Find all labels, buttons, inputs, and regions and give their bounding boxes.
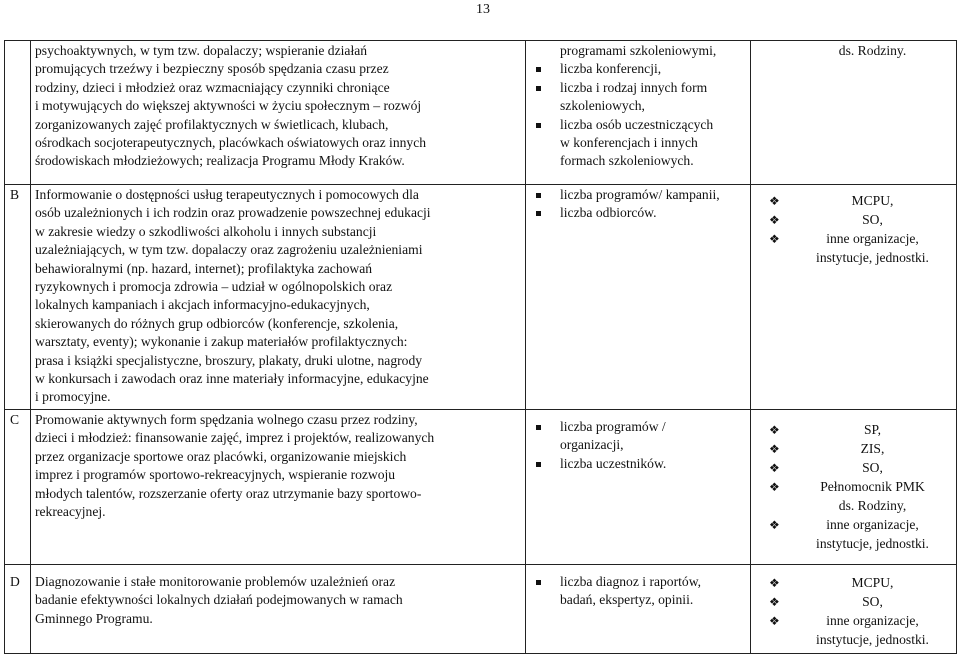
entity-item bbox=[755, 592, 952, 611]
entity-item bbox=[755, 248, 952, 267]
indicator-item bbox=[530, 204, 746, 222]
indicator-item bbox=[530, 186, 746, 204]
entities-cell bbox=[751, 185, 957, 410]
indicator-list bbox=[530, 573, 746, 610]
indicator-text: liczba konferencji, bbox=[560, 61, 662, 77]
entity-text: inne organizacje, bbox=[826, 516, 919, 532]
description-line: ryzykownych i promocja zdrowia – udział w ogólnopolskich oraz bbox=[35, 279, 393, 295]
indicator-text: liczba programów / bbox=[560, 418, 666, 434]
entity-list bbox=[755, 420, 952, 553]
description-line: zorganizowanych zajęć profilaktycznych w świetlicach, klubach, bbox=[35, 116, 389, 132]
entity-text: instytucje, jednostki. bbox=[816, 631, 929, 647]
table-body bbox=[5, 41, 957, 654]
indicator-text: liczba osób uczestniczących bbox=[560, 116, 714, 132]
indicator-item bbox=[530, 152, 746, 170]
entity-item bbox=[755, 611, 952, 630]
indicator-text: liczba i rodzaj innych form bbox=[560, 79, 708, 95]
table-row bbox=[5, 409, 957, 564]
description-line: promujących trzeźwy i bezpieczny sposób spędzania czasu przez bbox=[35, 61, 389, 77]
entity-item bbox=[755, 210, 952, 229]
indicator-text: szkoleniowych, bbox=[560, 98, 645, 114]
entity-item bbox=[755, 477, 952, 496]
indicator-list bbox=[530, 42, 746, 171]
row-letter: B bbox=[5, 185, 31, 410]
square-bullet-icon bbox=[536, 211, 541, 216]
description-line: w konkursach i zawodach oraz inne materiały informacyjne, edukacyjne bbox=[35, 371, 429, 387]
indicator-item bbox=[530, 573, 746, 591]
entity-text: ds. Rodziny, bbox=[838, 497, 907, 513]
description-line: skierowanych do różnych grup odbiorców (konferencje, szkolenia, bbox=[35, 315, 399, 331]
indicators-cell bbox=[526, 409, 751, 564]
description-line: prasa i książki specjalistyczne, broszury, plakaty, druki ulotne, nagrody bbox=[35, 352, 423, 368]
program-table bbox=[4, 40, 957, 654]
indicator-text: liczba uczestników. bbox=[560, 455, 667, 471]
description-line: młodych talentów, rozszerzanie oferty oraz utrzymanie bazy sportowo- bbox=[35, 485, 422, 501]
indicator-item bbox=[530, 418, 746, 436]
description-line: behawioralnymi (np. hazard, internet); profilaktyka zachowań bbox=[35, 260, 373, 276]
indicator-item bbox=[530, 42, 746, 60]
entity-item bbox=[755, 229, 952, 248]
indicator-text: liczba programów/ kampanii, bbox=[560, 187, 720, 202]
entity-text: Pełnomocnik PMK bbox=[820, 478, 925, 494]
square-bullet-icon bbox=[536, 86, 541, 91]
diamond-bullet-icon: ❖ bbox=[769, 213, 780, 227]
square-bullet-icon bbox=[536, 193, 541, 198]
description-line: ośrodkach socjoterapeutycznych, placówkach oświatowych oraz innych bbox=[35, 135, 427, 151]
diamond-bullet-icon: ❖ bbox=[769, 517, 780, 532]
indicator-list bbox=[530, 418, 746, 473]
description-line: Informowanie o dostępności usług terapeutycznych i pomocowych dla bbox=[35, 187, 419, 202]
indicator-list bbox=[530, 186, 746, 223]
entity-item bbox=[755, 420, 952, 439]
indicator-text: badań, ekspertyz, opinii. bbox=[560, 592, 694, 608]
indicator-item bbox=[530, 591, 746, 609]
diamond-bullet-icon: ❖ bbox=[769, 422, 780, 437]
description-line: osób uzależnionych i ich rodzin oraz prowadzenie powszechnej edukacji bbox=[35, 205, 431, 221]
entity-text: instytucje, jednostki. bbox=[816, 535, 929, 551]
diamond-bullet-icon: ❖ bbox=[769, 232, 780, 246]
description-line: uzależniających, w tym tzw. dopalaczy oraz zagrożeniu uzależnieniami bbox=[35, 242, 423, 258]
description-line: Gminnego Programu. bbox=[35, 610, 153, 626]
entity-text: instytucje, jednostki. bbox=[816, 250, 929, 265]
diamond-bullet-icon: ❖ bbox=[769, 479, 780, 494]
entity-text: SO, bbox=[862, 593, 883, 609]
diamond-bullet-icon: ❖ bbox=[769, 460, 780, 475]
indicator-item bbox=[530, 455, 746, 473]
entity-list bbox=[755, 42, 952, 60]
diamond-bullet-icon: ❖ bbox=[769, 594, 780, 609]
indicator-text: formach szkoleniowych. bbox=[560, 153, 694, 169]
indicator-text: programami szkoleniowymi, bbox=[560, 43, 717, 58]
entity-text: MCPU, bbox=[851, 574, 894, 590]
row-letter: C bbox=[5, 409, 31, 564]
entity-list bbox=[755, 573, 952, 649]
description-line: w zakresie wiedzy o szkodliwości alkoholu i innych substancji bbox=[35, 223, 377, 239]
entity-text: SO, bbox=[862, 459, 883, 475]
description-line: i promocyjne. bbox=[35, 389, 111, 405]
description-line: Diagnozowanie i stałe monitorowanie problemów uzależnień oraz bbox=[35, 573, 396, 589]
indicator-item bbox=[530, 134, 746, 152]
entity-text: SO, bbox=[862, 212, 883, 227]
entities-cell bbox=[751, 41, 957, 185]
diamond-bullet-icon: ❖ bbox=[769, 194, 780, 208]
row-letter: D bbox=[5, 564, 31, 653]
entity-item bbox=[755, 534, 952, 553]
square-bullet-icon bbox=[536, 580, 541, 585]
square-bullet-icon bbox=[536, 67, 541, 72]
entity-item bbox=[755, 515, 952, 534]
entity-text: inne organizacje, bbox=[826, 612, 919, 628]
description-line: rekreacyjnej. bbox=[35, 503, 106, 519]
indicator-text: liczba diagnoz i raportów, bbox=[560, 573, 702, 589]
description-line: lokalnych kampaniach i akcjach informacyjno-edukacyjnych, bbox=[35, 297, 370, 313]
description-line: badanie efektywności lokalnych działań podejmowanych w ramach bbox=[35, 592, 403, 608]
entity-item bbox=[755, 439, 952, 458]
description-line: psychoaktywnych, w tym tzw. dopalaczy; wspieranie działań bbox=[35, 43, 368, 58]
description-line: imprez i programów sportowo-rekreacyjnych, wspieranie rozwoju bbox=[35, 467, 396, 483]
square-bullet-icon bbox=[536, 123, 541, 128]
indicators-cell bbox=[526, 564, 751, 653]
indicator-text: organizacji, bbox=[560, 437, 624, 453]
task-description bbox=[31, 409, 526, 564]
square-bullet-icon bbox=[536, 425, 541, 430]
entities-cell bbox=[751, 409, 957, 564]
square-bullet-icon bbox=[536, 462, 541, 467]
description-line: przez organizacje sportowe oraz placówki, organizowanie miejskich bbox=[35, 448, 407, 464]
entity-item bbox=[755, 630, 952, 649]
indicator-item bbox=[530, 60, 746, 78]
entity-item bbox=[755, 458, 952, 477]
page-number: 13 bbox=[476, 2, 490, 17]
entity-item bbox=[755, 191, 952, 210]
description-line: warsztaty, eventy); wykonanie i zakup materiałów profilaktycznych: bbox=[35, 334, 408, 350]
entities-cell bbox=[751, 564, 957, 653]
table-row bbox=[5, 185, 957, 410]
indicator-text: w konferencjach i innych bbox=[560, 135, 698, 151]
description-line: dzieci i młodzież: finansowanie zajęć, imprez i projektów, realizowanych bbox=[35, 430, 435, 446]
indicator-item bbox=[530, 436, 746, 454]
entity-text: ZIS, bbox=[860, 440, 885, 456]
entity-text: inne organizacje, bbox=[826, 231, 919, 246]
indicator-item bbox=[530, 116, 746, 134]
indicator-text: liczba odbiorców. bbox=[560, 205, 657, 221]
entity-text: MCPU, bbox=[851, 193, 894, 208]
indicator-item bbox=[530, 79, 746, 97]
description-line: środowiskach młodzieżowych; realizacja Programu Młody Kraków. bbox=[35, 153, 405, 169]
entity-text: SP, bbox=[863, 421, 881, 437]
description-line: i motywujących do większej aktywności w życiu społecznym – rozwój bbox=[35, 98, 422, 114]
description-line: Promowanie aktywnych form spędzania wolnego czasu przez rodziny, bbox=[35, 411, 418, 427]
row-letter bbox=[5, 41, 31, 185]
task-description bbox=[31, 41, 526, 185]
description-line: rodziny, dzieci i młodzież oraz wzmacniający czynniki chroniące bbox=[35, 79, 390, 95]
entity-text: ds. Rodziny. bbox=[838, 43, 907, 58]
table-row bbox=[5, 564, 957, 653]
diamond-bullet-icon: ❖ bbox=[769, 575, 780, 590]
task-description bbox=[31, 185, 526, 410]
diamond-bullet-icon: ❖ bbox=[769, 441, 780, 456]
indicators-cell bbox=[526, 185, 751, 410]
indicators-cell bbox=[526, 41, 751, 185]
task-description bbox=[31, 564, 526, 653]
diamond-bullet-icon: ❖ bbox=[769, 613, 780, 628]
entity-item bbox=[755, 42, 952, 60]
table-row bbox=[5, 41, 957, 185]
entity-list bbox=[755, 191, 952, 267]
entity-item bbox=[755, 573, 952, 592]
entity-item bbox=[755, 496, 952, 515]
indicator-item bbox=[530, 97, 746, 115]
